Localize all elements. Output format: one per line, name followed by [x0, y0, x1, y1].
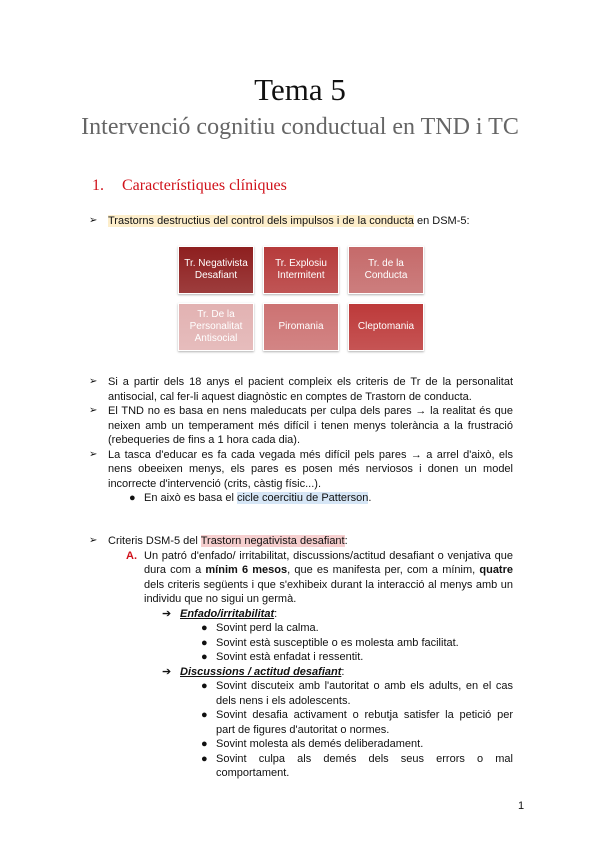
criteria-item	[201, 650, 513, 665]
criteria-pre: Criteris DSM-5 del	[108, 535, 201, 547]
criteria-item	[201, 636, 513, 651]
section-number: 1.	[92, 177, 104, 194]
arrow-bullet-icon: ➢	[89, 405, 98, 416]
criterion-text: dels criteris següents i que s'exhibeix durant la interacció al menys amb un individu que no sigui un germà.	[144, 578, 513, 605]
criteria-post: :	[344, 535, 348, 547]
bullet-dot-icon: ●	[201, 680, 208, 692]
page-number: 1	[518, 800, 525, 812]
bullet-item	[89, 404, 513, 448]
criteria-item-text: Sovint està susceptible o es molesta amb facilitat.	[216, 636, 459, 649]
bullet-dot-icon: ●	[201, 636, 208, 649]
bullet-item	[89, 448, 513, 492]
patterson-pre: En això es basa el	[144, 492, 237, 504]
criteria-item-text: Sovint discuteix amb l'autoritat o amb els adults, en el cas dels nens i els adolescents.	[216, 680, 513, 707]
arrow-bullet-icon: ➢	[89, 376, 98, 387]
document-subtitle: Intervenció cognitiu conductual en TND i TC	[81, 114, 519, 140]
patterson-highlight: cicle coercitiu de Patterson	[236, 492, 369, 504]
bullet-dot-icon: ●	[201, 752, 208, 765]
diagram-box: Tr. De la Personalitat Antisocial	[178, 303, 254, 351]
intro-rest: en DSM-5:	[413, 215, 470, 227]
section-title: Característiques clíniques	[122, 177, 287, 194]
criterion-letter: A.	[126, 549, 137, 562]
group-title-text: Enfado/irritabilitat	[180, 607, 275, 620]
bullet-dot-icon: ●	[201, 738, 208, 750]
arrow-bullet-icon: ➢	[89, 448, 98, 460]
arrow-bullet-icon: ➢	[89, 215, 98, 226]
criteria-item-text: Sovint desafia activament o rebutja satisfer la petició per part de figures d'autoritat o normes.	[216, 709, 513, 736]
criteria-item	[201, 679, 513, 708]
diagram-box: Tr. Negativista Desafiant	[178, 246, 254, 294]
arrow-bullet-icon: ➢	[89, 535, 98, 546]
section-heading	[92, 177, 287, 195]
criterion-text: Un patró d'enfado/ irritabilitat, discussions/actitud desafiant o venjativa que dura com a	[144, 549, 513, 576]
bullet-text: La tasca d'educar es fa cada vegada més difícil pels pares → a arrel d'això, els nens obeeixen menys, els pares es posen més nerviosos i donen un model incorrecte d'intervenció (crits, càstig físic...).	[108, 448, 513, 490]
criterion-bold: quatre	[479, 564, 513, 576]
diagram-box: Cleptomania	[348, 303, 424, 351]
criteria-intro	[89, 534, 513, 549]
criterion-a	[126, 549, 513, 607]
arrow-right-icon: ➔	[162, 665, 172, 678]
criteria-item	[201, 752, 513, 781]
bullet-text: Si a partir dels 18 anys el pacient compleix els criteris de Tr de la personalitat antisocial, cal fer-li aquest diagnòstic en comptes de Trastorn de conducta.	[108, 376, 513, 403]
diagram-box: Piromania	[263, 303, 339, 351]
criteria-item	[201, 708, 513, 737]
bullet-list	[89, 375, 513, 506]
bullet-dot-icon: ●	[201, 651, 208, 663]
criteria-item-text: Sovint culpa als demés dels seus errors o mal comportament.	[216, 752, 513, 779]
patterson-post: .	[368, 492, 372, 504]
bullet-text: El TND no es basa en nens maleducats per culpa dels pares → la realitat és que neixen amb un temperament més difícil i tenen menys tolerància a la frustració (rebequeries de fins a 1 hora cada dia).	[108, 405, 513, 446]
criterion-text: , que es manifesta per, com a mínim,	[287, 564, 480, 576]
bullet-dot-icon: ●	[201, 622, 208, 634]
criteria-item-text: Sovint perd la calma.	[216, 622, 319, 634]
criteria-item-text: Sovint està enfadat i ressentit.	[216, 651, 364, 663]
criteria-group-title: ➔ Discussions / actitud desafiant:	[162, 665, 345, 678]
criteria-item	[201, 621, 513, 636]
document-title: Tema 5	[254, 72, 346, 107]
criterion-bold: mínim 6 mesos	[205, 564, 288, 576]
criteria-highlight: Trastorn negativista desafiant	[200, 535, 345, 547]
bullet-dot-icon: ●	[129, 492, 136, 504]
arrow-right-icon: ➔	[162, 607, 172, 620]
criteria-item	[201, 737, 513, 752]
intro-paragraph	[89, 214, 518, 229]
criteria-section	[89, 534, 513, 781]
group-title-text: Discussions / actitud desafiant	[180, 665, 342, 678]
bullet-item	[89, 375, 513, 404]
diagram-box: Tr. Explosiu Intermitent	[263, 246, 339, 294]
intro-highlight: Trastorns destructius del control dels impulsos i de la conducta	[108, 215, 414, 227]
bullet-dot-icon: ●	[201, 709, 208, 721]
diagram-box: Tr. de la Conducta	[348, 246, 424, 294]
disorders-diagram	[178, 246, 428, 351]
sub-bullet-item	[129, 491, 513, 506]
criteria-item-text: Sovint molesta als demés deliberadament.	[216, 738, 424, 750]
criteria-group-title: ➔ Enfado/irritabilitat:	[162, 607, 278, 620]
